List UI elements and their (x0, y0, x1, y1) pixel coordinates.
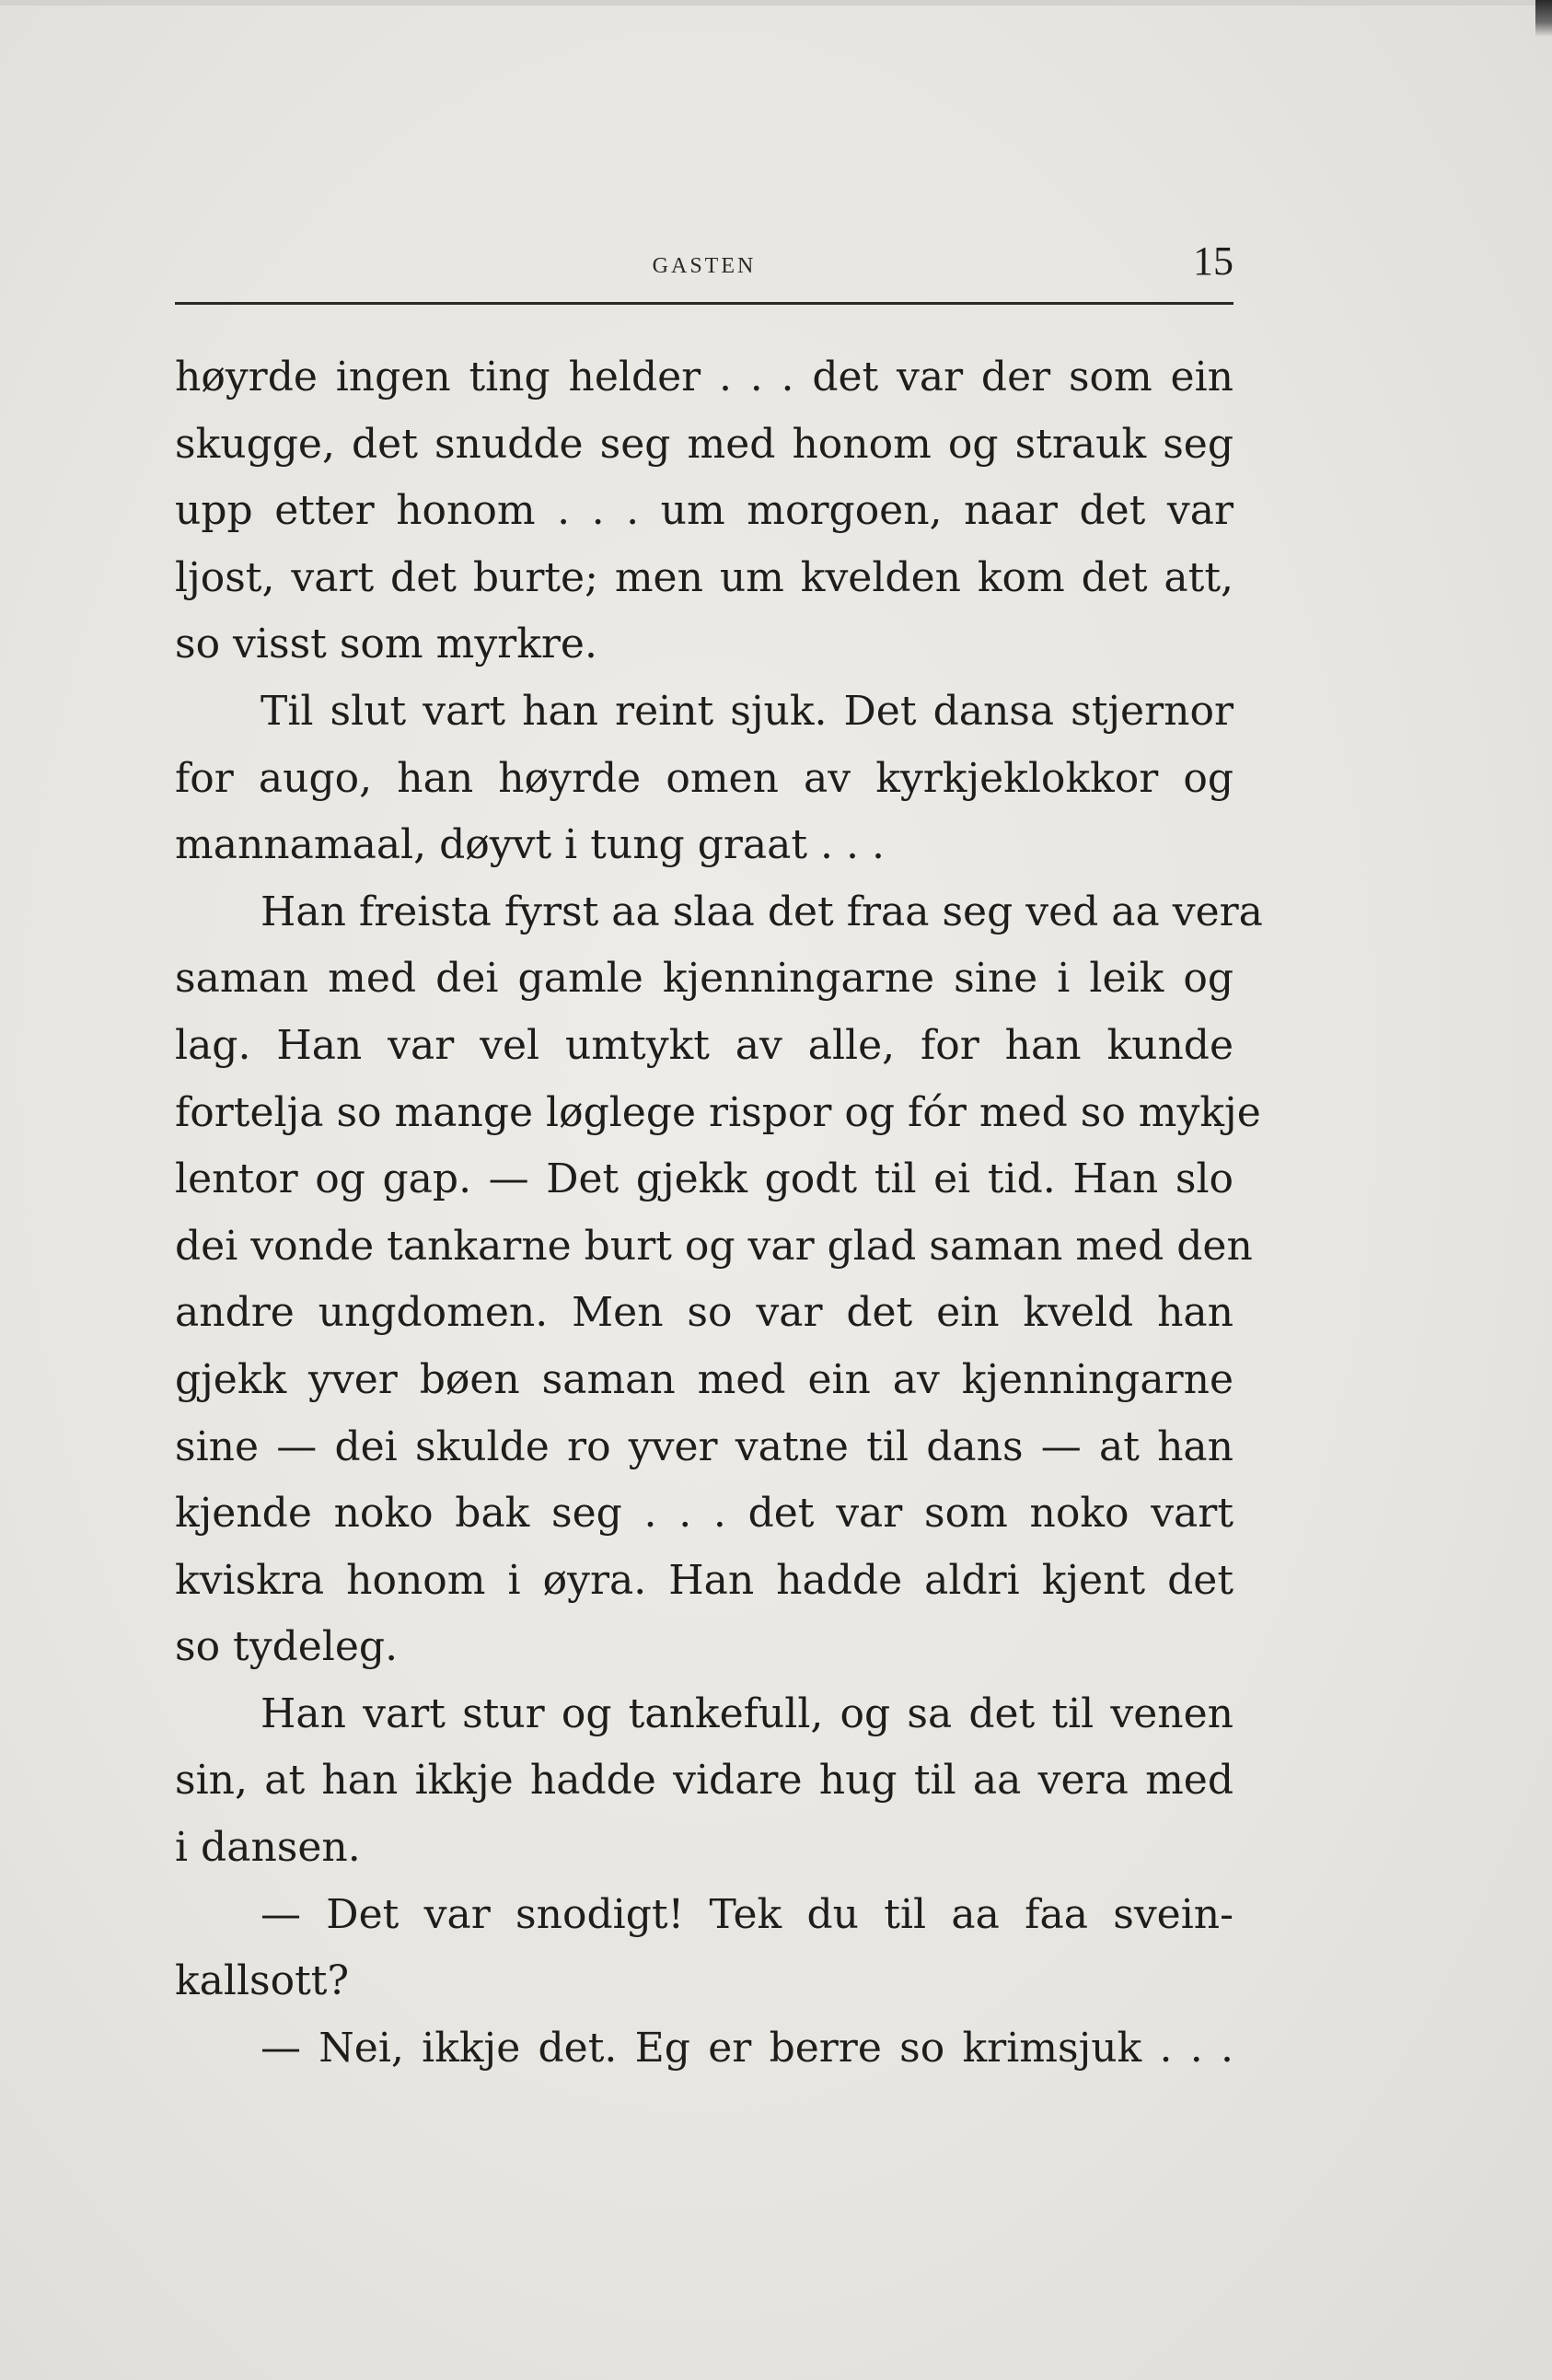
text-line: kjende noko bak seg . . . det var som noko vart (175, 1490, 1233, 1538)
text-line: so visst som myrkre. (175, 621, 597, 668)
running-title: GASTEN (652, 254, 757, 278)
text-line: for augo, han høyrde omen av kyrkjeklokkor og (175, 754, 1233, 802)
text-line: høyrde ingen ting helder . . . det var der som ein (175, 354, 1233, 401)
text-line: sine — dei skulde ro yver vatne til dans — at han (175, 1422, 1233, 1470)
text-line: lentor og gap. — Det gjekk godt til ei tid. Han slo (175, 1155, 1233, 1203)
text-line: mannamaal, døyvt i tung graat . . . (175, 821, 885, 869)
text-line: Han vart stur og tankefull, og sa det til venen (261, 1689, 1233, 1737)
scan-corner-mark (1535, 0, 1552, 37)
text-line: Han freista fyrst aa slaa det fraa seg ved aa vera (261, 888, 1263, 935)
text-line: kviskra honom i øyra. Han hadde aldri kjent det (175, 1556, 1233, 1604)
page-number: 15 (1193, 238, 1233, 284)
text-line: gjekk yver bøen saman med ein av kjenningarne (175, 1355, 1233, 1403)
text-line: dei vonde tankarne burt og var glad saman med den (175, 1222, 1253, 1270)
text-line: — Nei, ikkje det. Eg er berre so krimsjuk . . . (261, 2024, 1233, 2072)
text-line: fortelja so mange løglege rispor og fór med so mykje (175, 1088, 1261, 1136)
text-line: andre ungdomen. Men so var det ein kveld han (175, 1289, 1233, 1337)
text-line: saman med dei gamle kjenningarne sine i leik og (175, 955, 1233, 1003)
text-line: upp etter honom . . . um morgoen, naar det var (175, 487, 1233, 535)
text-line: i dansen. (175, 1824, 361, 1872)
text-line: so tydeleg. (175, 1623, 399, 1671)
header-rule (175, 302, 1233, 305)
running-head (175, 238, 1233, 293)
text-line: — Det var snodigt! Tek du til aa faa svein- (261, 1890, 1233, 1938)
text-line: ljost, vart det burte; men um kvelden kom det att, (175, 553, 1233, 601)
body-text (175, 350, 1263, 2087)
text-line: skugge, det snudde seg med honom og strauk seg (175, 420, 1233, 468)
text-line: lag. Han var vel umtykt av alle, for han kunde (175, 1021, 1233, 1069)
scan-edge (0, 0, 1552, 6)
text-line: sin, at han ikkje hadde vidare hug til aa vera med (175, 1757, 1233, 1805)
text-line: kallsott? (175, 1957, 350, 2005)
text-line: Til slut vart han reint sjuk. Det dansa stjernor (261, 687, 1233, 735)
